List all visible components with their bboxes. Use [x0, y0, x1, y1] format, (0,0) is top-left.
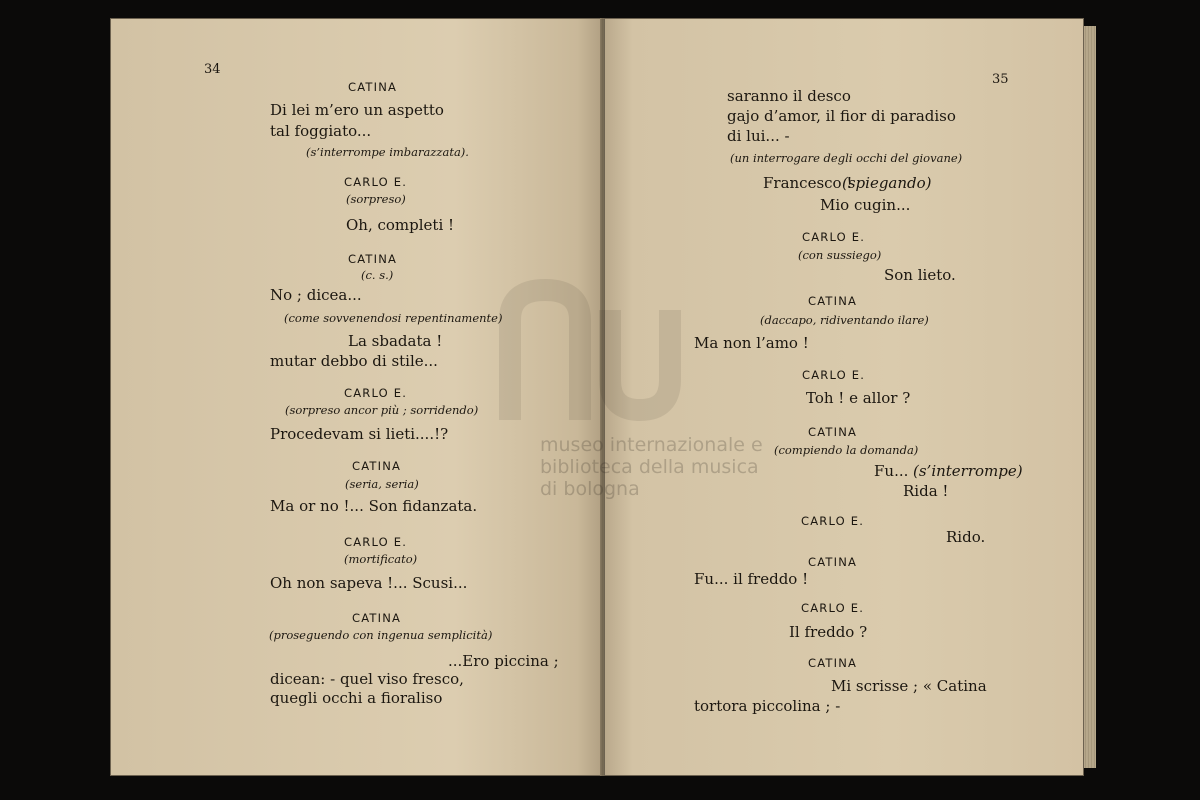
verse-line: Oh, completi ! — [346, 216, 455, 234]
verse-line: ...Ero piccina ; — [448, 652, 559, 670]
verse-line: di lui... - — [727, 127, 790, 145]
stage-direction: (un interrogare degli occhi del giovane) — [730, 151, 963, 165]
verse-line: Fu... — [874, 462, 909, 480]
verse-line: Rido. — [946, 528, 986, 546]
speaker-label: CATINA — [352, 459, 402, 473]
verse-line: quegli occhi a fioraliso — [270, 689, 443, 707]
verse-line: Mio cugin... — [820, 196, 911, 214]
verse-line: Di lei m’ero un aspetto — [270, 101, 444, 119]
verse-line: gajo d’amor, il fior di paradiso — [727, 107, 956, 125]
verse-line: saranno il desco — [727, 87, 851, 105]
speaker-label: CARLO E. — [344, 386, 408, 400]
speaker-label: CARLO E. — [344, 535, 408, 549]
speaker-label: CARLO E. — [801, 514, 865, 528]
verse-line: Francesco ! — [763, 174, 853, 192]
stage-direction: (compiendo la domanda) — [774, 443, 919, 457]
stage-direction: (sorpreso) — [346, 192, 406, 206]
stage-direction: (spiegando) — [842, 174, 932, 192]
verse-line: mutar debbo di stile... — [270, 352, 438, 370]
speaker-label: CATINA — [348, 80, 398, 94]
speaker-label: CATINA — [808, 425, 858, 439]
page-edges — [1084, 26, 1096, 768]
verse-line: Toh ! e allor ? — [806, 389, 911, 407]
verse-line: tal foggiato... — [270, 122, 372, 140]
verse-line: dicean: - quel viso fresco, — [270, 670, 464, 688]
speaker-label: CARLO E. — [802, 230, 866, 244]
verse-line: Procedevam si lieti....!? — [270, 425, 449, 443]
verse-line: Ma or no !... Son fidanzata. — [270, 497, 478, 515]
stage-direction: (sorpreso ancor più ; sorridendo) — [285, 403, 479, 417]
verse-line: Oh non sapeva !... Scusi... — [270, 574, 468, 592]
verse-line: No ; dicea... — [270, 286, 362, 304]
verse-line: tortora piccolina ; - — [694, 697, 841, 715]
verse-line: Fu... il freddo ! — [694, 570, 809, 588]
verse-line: Son lieto. — [884, 266, 956, 284]
page-number-right: 35 — [992, 72, 1009, 87]
watermark-text: museo internazionale e biblioteca della musica di bologna — [540, 434, 763, 500]
verse-line: Mi scrisse ; « Catina — [831, 677, 987, 695]
speaker-label: CATINA — [808, 656, 858, 670]
speaker-label: CATINA — [352, 611, 402, 625]
stage-direction: (c. s.) — [361, 268, 394, 282]
stage-direction: (come sovvenendosi repentinamente) — [284, 311, 503, 325]
stage-direction: (s’interrompe imbarazzata). — [306, 145, 469, 159]
verse-line: Ma non l’amo ! — [694, 334, 809, 352]
stage-direction: (seria, seria) — [345, 477, 419, 491]
stage-direction: (mortificato) — [344, 552, 418, 566]
page-number-left: 34 — [204, 62, 221, 77]
stage-direction: (daccapo, ridiventando ilare) — [760, 313, 929, 327]
speaker-label: CATINA — [348, 252, 398, 266]
verse-line: Rida ! — [903, 482, 949, 500]
stage-direction: (proseguendo con ingenua semplicità) — [269, 628, 493, 642]
verse-line: La sbadata ! — [348, 332, 443, 350]
verse-line: Il freddo ? — [789, 623, 868, 641]
speaker-label: CATINA — [808, 294, 858, 308]
speaker-label: CARLO E. — [801, 601, 865, 615]
stage-direction: (con sussiego) — [798, 248, 882, 262]
speaker-label: CARLO E. — [802, 368, 866, 382]
stage-direction: (s’interrompe) — [913, 462, 1023, 480]
speaker-label: CARLO E. — [344, 175, 408, 189]
speaker-label: CATINA — [808, 555, 858, 569]
